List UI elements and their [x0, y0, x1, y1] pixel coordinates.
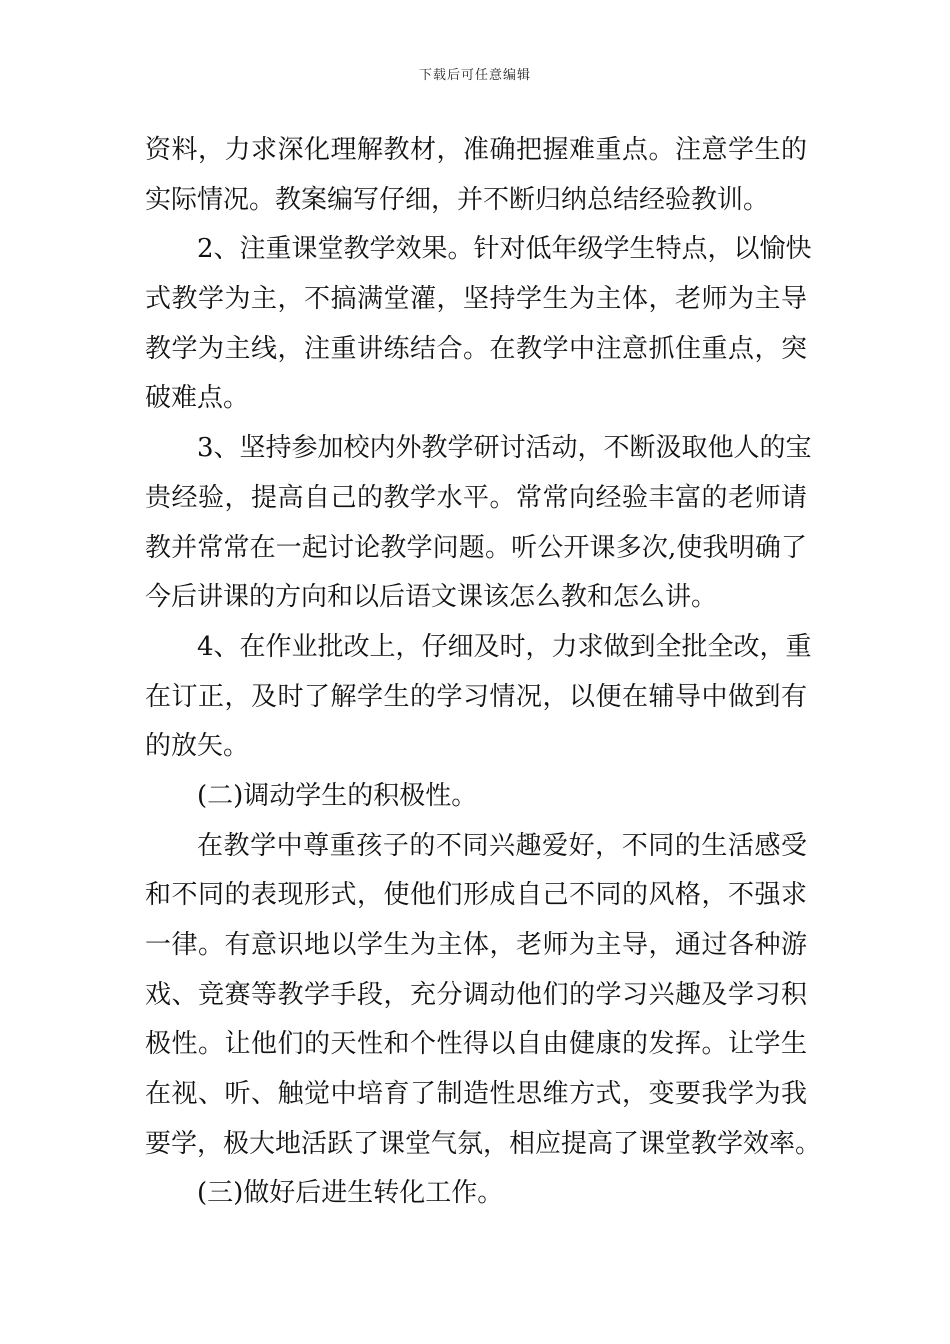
text-line: 要学，极大地活跃了课堂气氛，相应提高了课堂教学效率。 [145, 1128, 822, 1159]
text-line: 和不同的表现形式，使他们形成自己不同的风格，不强求 [145, 880, 807, 911]
text-line: 实际情况。教案编写仔细，并不断归纳总结经验教训。 [145, 184, 770, 215]
text-line: 资料，力求深化理解教材，准确把握难重点。注意学生的 [145, 135, 807, 165]
text-line: 的放矢。 [145, 731, 250, 762]
text-line: 4、在作业批改上，仔细及时，力求做到全批全改，重 [197, 631, 812, 662]
text-line: 极性。让他们的天性和个性得以自由健康的发挥。让学生 [145, 1029, 807, 1060]
text-line: 在视、听、触觉中培育了制造性思维方式，变要我学为我 [145, 1079, 807, 1110]
text-line: 在教学中尊重孩子的不同兴趣爱好，不同的生活感受 [197, 830, 807, 861]
text-line: (二)调动学生的积极性。 [197, 780, 478, 811]
text-line: 2、注重课堂教学效果。针对低年级学生特点，以愉快 [197, 234, 812, 265]
text-line: 教学为主线，注重讲练结合。在教学中注意抓住重点，突 [145, 333, 807, 364]
text-line: 教并常常在一起讨论教学问题。听公开课多次,使我明确了 [145, 532, 807, 563]
text-line: 一律。有意识地以学生为主体，老师为主导，通过各种游 [145, 930, 807, 960]
text-line: (三)做好后进生转化工作。 [197, 1178, 504, 1209]
text-line: 破难点。 [145, 383, 250, 414]
text-line: 在订正，及时了解学生的学习情况，以便在辅导中做到有 [145, 681, 807, 712]
text-line: 贵经验，提高自己的教学水平。常常向经验丰富的老师请 [145, 482, 807, 513]
text-line: 今后讲课的方向和以后语文课该怎么教和怎么讲。 [145, 582, 718, 613]
text-line: 3、坚持参加校内外教学研讨活动，不断汲取他人的宝 [197, 433, 812, 464]
text-line: 戏、竞赛等教学手段，充分调动他们的学习兴趣及学习积 [145, 979, 807, 1010]
document-body [145, 126, 822, 1219]
page-header-note: 下载后可任意编辑 [418, 68, 531, 83]
text-line: 式教学为主，不搞满堂灌，坚持学生为主体，老师为主导 [145, 284, 807, 315]
